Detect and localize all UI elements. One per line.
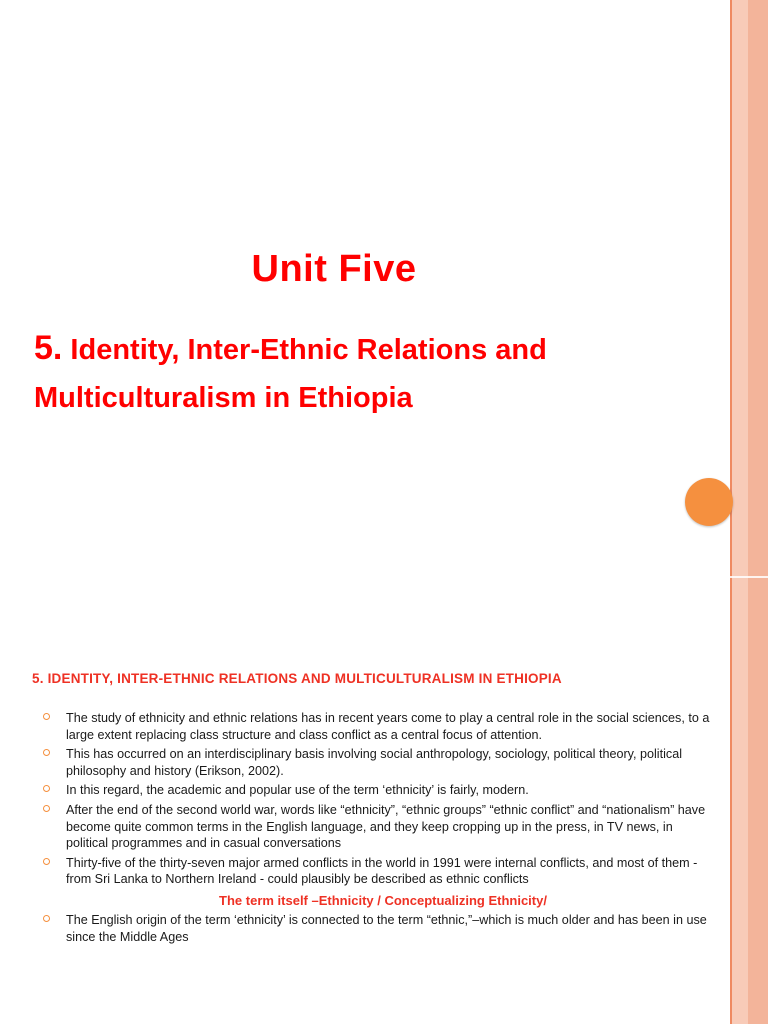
right-decorative-band-inner [730, 0, 748, 1024]
list-item [38, 855, 718, 888]
list-item [38, 746, 718, 779]
unit-heading [34, 322, 694, 422]
band-divider [730, 576, 768, 578]
bullet-marker-icon [43, 785, 50, 792]
list-item-text: After the end of the second world war, words like “ethnicity”, “ethnic groups” “ethnic conflict” and “nationalism” have become quite common terms in the English language, and they keep cropping up in the press, in TV news, in political programmes and in casual conversations [66, 803, 706, 851]
list-item-text: Thirty-five of the thirty-seven major armed conflicts in the world in 1991 were internal conflicts, and most of them - from Sri Lanka to Northern Ireland - could plausibly be described as ethnic conflicts [66, 855, 698, 887]
sub-heading: The term itself –Ethnicity / Conceptualizing Ethnicity/ [219, 893, 547, 909]
list-item-text: The English origin of the term ‘ethnicity’ is connected to the term “ethnic,”–which is much older and has been in use since the Middle Ages [66, 913, 707, 944]
bullet-marker-icon [43, 713, 50, 720]
orange-circle-decoration [685, 478, 733, 526]
list-item [38, 802, 718, 852]
list-item [38, 710, 718, 743]
list-item [38, 782, 718, 799]
unit-label: Unit Five [251, 248, 417, 290]
bullet-marker-icon [43, 805, 50, 812]
list-item [38, 912, 718, 945]
content-heading: 5. IDENTITY, INTER-ETHNIC RELATIONS AND MULTICULTURALISM IN ETHIOPIA [32, 671, 562, 686]
list-item-text: The study of ethnicity and ethnic relations has in recent years come to play a central role in the social sciences, to a large extent replacing class structure and class conflict as a central focus of attention. [66, 711, 710, 742]
bullet-list [38, 710, 718, 948]
list-item-text: In this regard, the academic and popular use of the term ‘ethnicity’ is fairly, modern. [66, 783, 529, 798]
bullet-marker-icon [43, 858, 50, 865]
list-item-text: This has occurred on an interdisciplinary basis involving social anthropology, sociology, political theory, political philosophy and history (Erikson, 2002). [66, 747, 683, 778]
bullet-marker-icon [43, 915, 50, 922]
unit-number: 5. [34, 329, 63, 367]
bullet-marker-icon [43, 749, 50, 756]
unit-heading-text: Identity, Inter-Ethnic Relations and Multiculturalism in Ethiopia [34, 334, 547, 414]
